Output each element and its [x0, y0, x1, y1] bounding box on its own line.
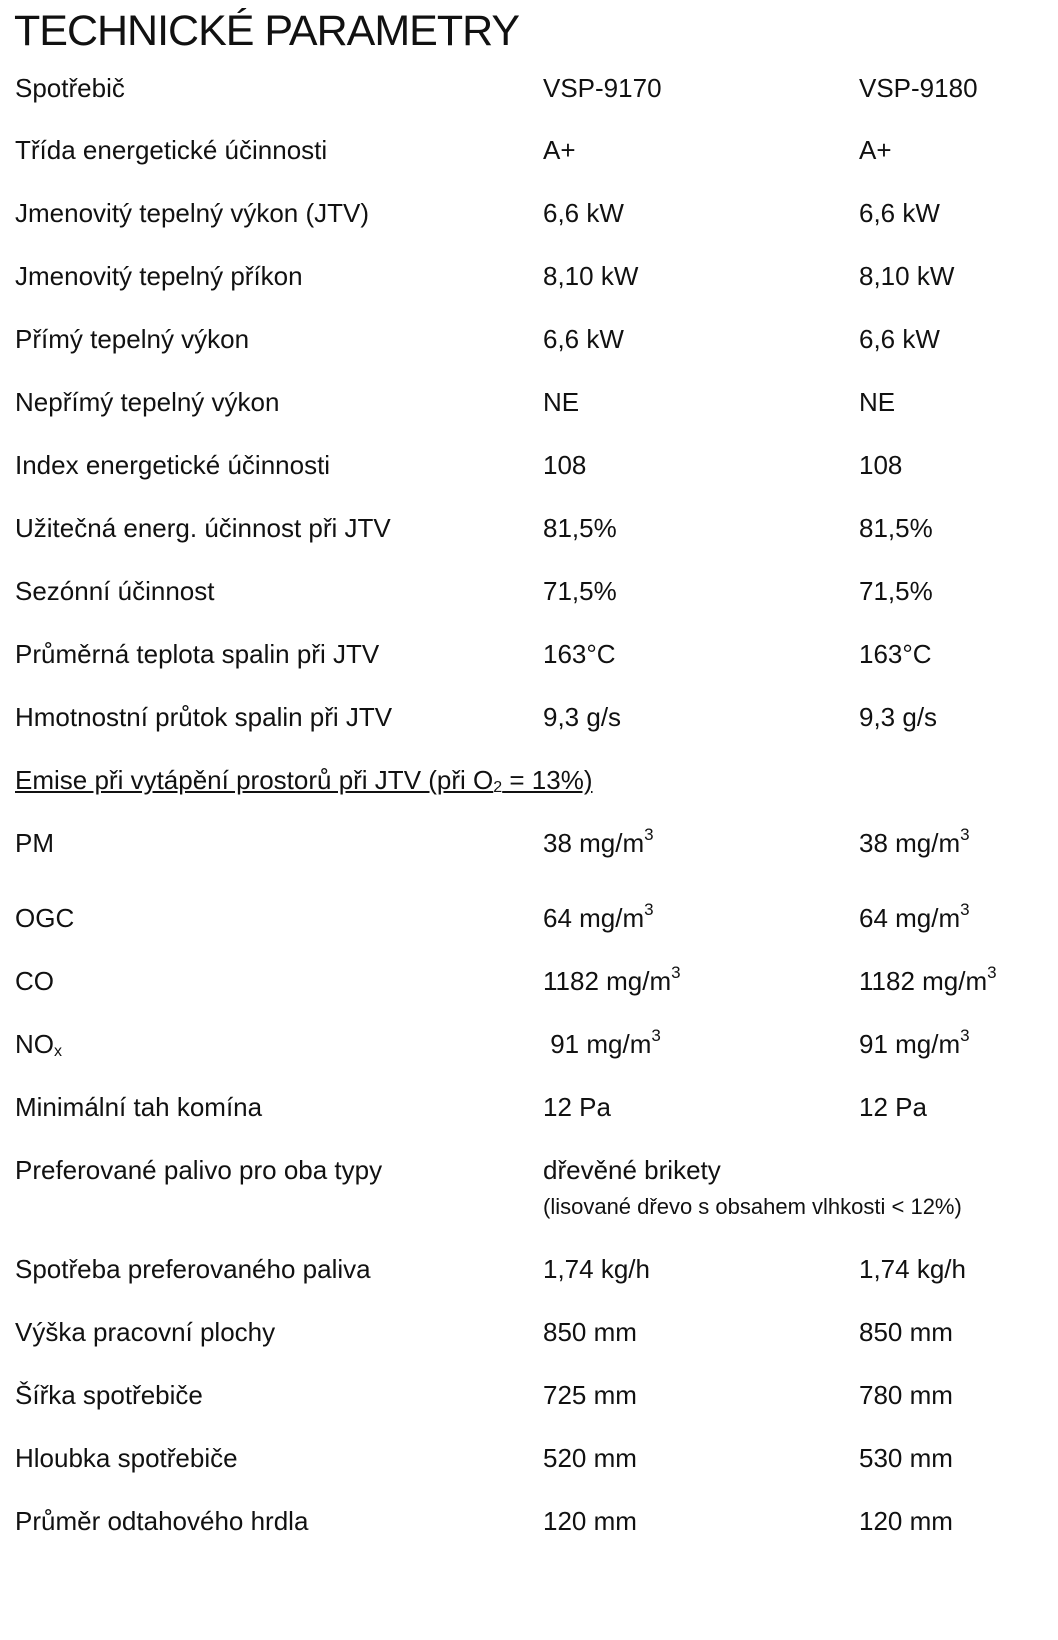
fuel-value: dřevěné brikety	[543, 1155, 721, 1185]
row-label: Užitečná energ. účinnost při JTV	[15, 513, 391, 543]
row-label: Průměrná teplota spalin při JTV	[15, 639, 380, 669]
row-value-b: 120 mm	[859, 1506, 953, 1536]
unit-superscript: 3	[960, 825, 970, 844]
row-value-b: 6,6 kW	[859, 324, 940, 354]
row-label: Jmenovitý tepelný příkon	[15, 261, 303, 291]
unit-superscript: 3	[644, 825, 654, 844]
emission-label	[15, 965, 54, 997]
row-value-a: A+	[543, 135, 576, 165]
emissions-heading	[15, 764, 593, 796]
row-value-b: 780 mm	[859, 1380, 953, 1410]
row-value-a: 108	[543, 450, 587, 480]
row-label: Sezónní účinnost	[15, 576, 215, 606]
row-value-b: A+	[859, 135, 892, 165]
row-label: Průměr odtahového hrdla	[15, 1506, 309, 1536]
emissions-heading-subscript: 2	[493, 779, 503, 796]
emission-value-a	[543, 902, 654, 934]
row-value-a: 12 Pa	[543, 1092, 611, 1122]
row-value-b: NE	[859, 387, 896, 417]
emission-value-b	[859, 965, 997, 997]
row-label: Výška pracovní plochy	[15, 1317, 276, 1347]
emission-label-text: OGC	[15, 903, 75, 933]
row-value-a: 6,6 kW	[543, 198, 624, 228]
row-value-b: 108	[859, 450, 903, 480]
row-value-a: 71,5%	[543, 576, 617, 606]
emission-value-a	[543, 1028, 661, 1060]
emission-label-text: PM	[15, 828, 54, 858]
emission-value-a-text: 1182 mg/m	[543, 966, 672, 996]
emission-label	[15, 827, 54, 859]
emission-label	[15, 902, 74, 934]
row-label: Hloubka spotřebiče	[15, 1443, 238, 1473]
row-value-b: 81,5%	[859, 513, 933, 543]
emission-value-b-text: 38 mg/m	[859, 828, 961, 858]
row-value-b: 163°C	[859, 639, 932, 669]
emission-value-a	[543, 965, 681, 997]
row-label: Nepřímý tepelný výkon	[15, 387, 280, 417]
row-value-b: 850 mm	[859, 1317, 953, 1347]
emissions-heading-text-end: = 13%)	[502, 765, 593, 795]
emission-label-text: CO	[15, 966, 54, 996]
row-value-b: 530 mm	[859, 1443, 953, 1473]
emission-value-b-text: 64 mg/m	[859, 903, 961, 933]
unit-superscript: 3	[960, 1026, 970, 1045]
row-label: Index energetické účinnosti	[15, 450, 331, 480]
emission-value-a	[543, 827, 654, 859]
row-value-a: 520 mm	[543, 1443, 637, 1473]
unit-superscript: 3	[960, 900, 970, 919]
row-value-a: 1,74 kg/h	[543, 1254, 650, 1284]
row-value-a: NE	[543, 387, 580, 417]
row-label: Třída energetické účinnosti	[15, 135, 328, 165]
row-value-b: 12 Pa	[859, 1092, 927, 1122]
row-value-b: 9,3 g/s	[859, 702, 938, 732]
row-value-b: 6,6 kW	[859, 198, 940, 228]
header-model-a: VSP-9170	[543, 73, 662, 103]
row-value-a: 6,6 kW	[543, 324, 624, 354]
emission-value-b-text: 91 mg/m	[859, 1029, 961, 1059]
unit-superscript: 3	[987, 963, 997, 982]
row-label: Přímý tepelný výkon	[15, 324, 250, 354]
row-label: Spotřeba preferovaného paliva	[15, 1254, 371, 1284]
unit-superscript: 3	[644, 900, 654, 919]
header-model-b: VSP-9180	[859, 73, 978, 103]
page-title: TECHNICKÉ PARAMETRY	[14, 7, 520, 55]
emission-value-b-text: 1182 mg/m	[859, 966, 988, 996]
row-value-a: 850 mm	[543, 1317, 637, 1347]
row-value-a: 8,10 kW	[543, 261, 639, 291]
row-value-b: 1,74 kg/h	[859, 1254, 966, 1284]
emission-value-a-text: 64 mg/m	[543, 903, 645, 933]
fuel-note: (lisované dřevo s obsahem vlhkosti < 12%)	[543, 1194, 962, 1219]
emission-label-text: NO	[15, 1029, 54, 1059]
row-value-a: 725 mm	[543, 1380, 637, 1410]
row-value-a: 9,3 g/s	[543, 702, 622, 732]
fuel-label: Preferované palivo pro oba typy	[15, 1155, 383, 1185]
row-label: Šířka spotřebiče	[15, 1380, 203, 1410]
row-value-b: 71,5%	[859, 576, 933, 606]
row-label: Minimální tah komína	[15, 1092, 263, 1122]
row-value-a: 81,5%	[543, 513, 617, 543]
emission-value-b	[859, 827, 970, 859]
emissions-heading-text: Emise při vytápění prostorů při JTV (při O	[15, 765, 494, 795]
header-label: Spotřebič	[15, 73, 125, 103]
unit-superscript: 3	[671, 963, 681, 982]
emission-value-a-text: 38 mg/m	[543, 828, 645, 858]
label-subscript: x	[54, 1043, 62, 1060]
row-label: Jmenovitý tepelný výkon (JTV)	[15, 198, 370, 228]
emission-value-b	[859, 1028, 970, 1060]
emission-value-a-text: 91 mg/m	[543, 1029, 652, 1059]
row-value-a: 163°C	[543, 639, 616, 669]
emission-label	[15, 1028, 62, 1060]
row-value-a: 120 mm	[543, 1506, 637, 1536]
row-label: Hmotnostní průtok spalin při JTV	[15, 702, 393, 732]
unit-superscript: 3	[651, 1026, 661, 1045]
row-value-b: 8,10 kW	[859, 261, 955, 291]
emission-value-b	[859, 902, 970, 934]
